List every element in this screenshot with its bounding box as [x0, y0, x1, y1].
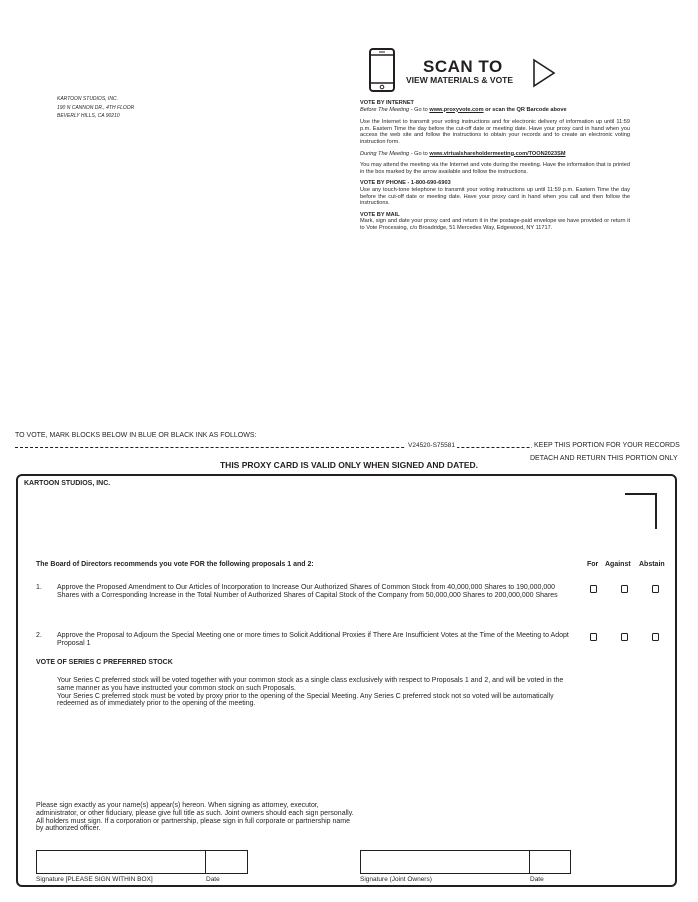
joint-signature-box[interactable]: [360, 850, 530, 874]
control-number: V24520-S75581: [408, 442, 455, 449]
phone-heading: VOTE BY PHONE - 1-800-690-6903: [360, 180, 451, 187]
detach-portion-text: DETACH AND RETURN THIS PORTION ONLY: [530, 455, 678, 462]
column-abstain: Abstain: [639, 561, 665, 568]
proposal-2-abstain-checkbox[interactable]: [652, 633, 659, 641]
proposal-1-number: 1.: [36, 584, 42, 591]
valid-notice: THIS PROXY CARD IS VALID ONLY WHEN SIGNED AND DATED.: [219, 460, 479, 470]
mailing-address: [57, 95, 134, 121]
arrow-play-icon: [532, 58, 556, 88]
proposal-1-abstain-checkbox[interactable]: [652, 585, 659, 593]
proposal-2-against-checkbox[interactable]: [621, 633, 628, 641]
series-c-text: [57, 677, 573, 708]
voting-instructions: [360, 100, 630, 237]
scan-subtitle: VIEW MATERIALS & VOTE: [406, 75, 514, 85]
virtual-meeting-link[interactable]: www.virtualshareholdermeeting.com/TOON2023SM: [429, 150, 566, 157]
series-c-heading: VOTE OF SERIES C PREFERRED STOCK: [36, 659, 173, 666]
signature-box[interactable]: [36, 850, 206, 874]
proxyvote-link[interactable]: www.proxyvote.com: [429, 106, 484, 113]
joint-signature-label: Signature (Joint Owners): [360, 876, 432, 883]
series-c-paragraph-2: Your Series C preferred stock must be voted by proxy prior to the opening of the Special Meeting. Any Series C preferred stock not so voted will be automatically redeemed as of immediately prior to the opening of the meeting.: [57, 692, 554, 708]
mail-body: Mark, sign and date your proxy card and return it in the postage-paid envelope we have provided or return it to Vote Processing, c/o Broadridge, 51 Mercedes Way, Edgewood, NY 11717.: [360, 218, 630, 231]
proposal-2-number: 2.: [36, 632, 42, 639]
during-text: - Go to: [409, 150, 430, 157]
joint-date-box[interactable]: [529, 850, 571, 874]
column-for: For: [587, 561, 599, 568]
internet-body: Use the Internet to transmit your voting instructions and for electronic delivery of information up until 11:59 p.m. Eastern Time the day before the cut-off date or meeting date. Have your proxy card in hand when you access the web site and follow the instructions to obtain your records and to create an electronic voting instruction form.: [360, 119, 630, 145]
during-body: You may attend the meeting via the Internet and vote during the meeting. Have the information that is printed in the box marked by the arrow available and follow the instructions.: [360, 162, 630, 175]
vote-instruction: TO VOTE, MARK BLOCKS BELOW IN BLUE OR BLACK INK AS FOLLOWS:: [15, 432, 257, 439]
before-text: - Go to: [409, 106, 430, 113]
proposal-1-for-checkbox[interactable]: [590, 585, 597, 593]
proposal-2-for-checkbox[interactable]: [590, 633, 597, 641]
column-against: Against: [605, 561, 631, 568]
during-meeting-label: During The Meeting: [360, 150, 410, 157]
joint-date-label: Date: [530, 876, 544, 883]
before-text-post: or scan the QR Barcode above: [483, 106, 567, 113]
address-line-company: KARTOON STUDIOS, INC.: [57, 96, 118, 102]
proposal-1-text: Approve the Proposed Amendment to Our Articles of Incorporation to Increase Our Authorized Shares of Common Stock from 40,000,000 Shares to 190,000,000 Shares with a Corresponding Increase in the Total Number of Authorized Shares of Capital Stock of the Company from 50,000,000 Shares to 200,000,000 Shares: [57, 584, 558, 599]
phone-icon: [369, 48, 395, 92]
signing-instructions: Please sign exactly as your name(s) appear(s) hereon. When signing as attorney, executor, administrator, or other fiduciary, please give full title as such. Joint owners should each sign personally. All holders must sign. If a corporation or partnership, please sign in full corporate or partnership name by authorized officer.: [36, 802, 354, 833]
series-c-paragraph-1: Your Series C preferred stock will be voted together with your common stock as a single class exclusively with respect to Proposals 1 and 2, and will be voted in the same manner as you have instructed your common stock on such Proposals.: [57, 677, 564, 692]
proposal-1-against-checkbox[interactable]: [621, 585, 628, 593]
corner-mark: [625, 493, 657, 529]
keep-portion-text: KEEP THIS PORTION FOR YOUR RECORDS: [534, 442, 680, 449]
scan-title: SCAN TO: [423, 57, 503, 76]
phone-body: Use any touch-tone telephone to transmit your voting instructions up until 11:59 p.m. Eastern Time the day before the cut-off date or meeting date. Have your proxy card in hand when you call and then follow the instructions.: [360, 186, 630, 207]
proposal-2-text: Approve the Proposal to Adjourn the Special Meeting one or more times to Solicit Additional Proxies if There Are Insufficient Votes at the Time of the Meeting to Adopt Proposal 1: [57, 632, 569, 647]
card-company-name: KARTOON STUDIOS, INC.: [24, 480, 111, 487]
date-label: Date: [206, 876, 220, 883]
address-line-street: 190 N CANNON DR., 4TH FLOOR: [57, 104, 135, 111]
internet-heading: VOTE BY INTERNET: [360, 100, 414, 106]
date-box[interactable]: [205, 850, 248, 874]
mail-heading: VOTE BY MAIL: [360, 211, 400, 218]
board-recommendation: The Board of Directors recommends you vote FOR the following proposals 1 and 2:: [36, 561, 314, 568]
address-line-city: BEVERLY HILLS, CA 90210: [57, 113, 120, 119]
signature-label: Signature [PLEASE SIGN WITHIN BOX]: [36, 876, 153, 883]
before-meeting-label: Before The Meeting: [360, 106, 410, 113]
